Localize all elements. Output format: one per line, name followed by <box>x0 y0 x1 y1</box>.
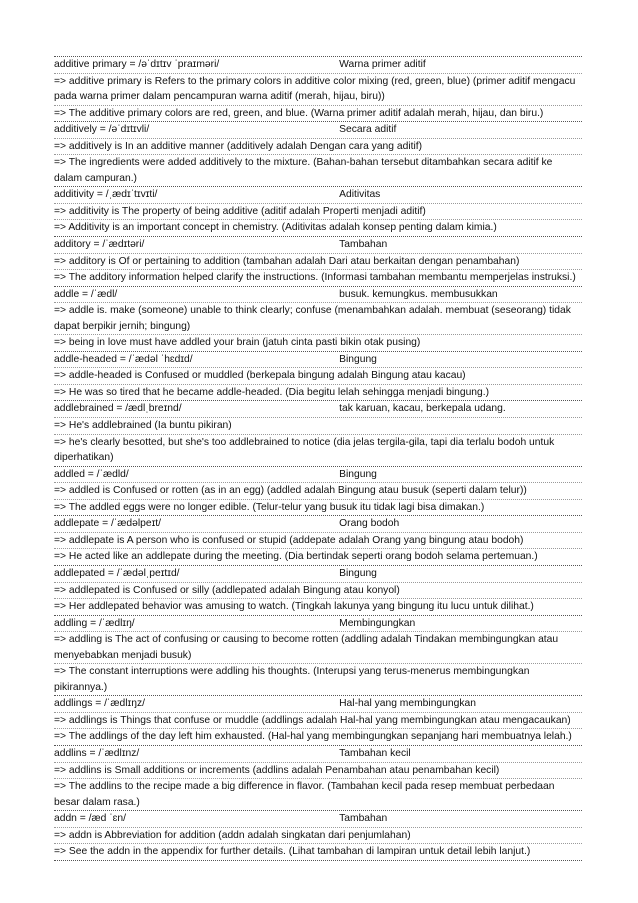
entry-example: => The addled eggs were no longer edible. (Telur-telur yang busuk itu tidak lagi bisa dimakan.) <box>54 499 582 516</box>
entry-term: addle = /ˈædl/ <box>54 288 118 300</box>
entry-term: addled = /ˈædld/ <box>54 468 129 480</box>
entry-translation: Secara aditif <box>339 124 397 136</box>
entry-definition: => addle is. make (someone) unable to think clearly; confuse (menambahkan adalah. membuat (seseorang) tidak dapat berpikir jernih; bingung) <box>54 302 582 334</box>
dictionary-sheet <box>54 56 582 861</box>
entry-example: => Additivity is an important concept in chemistry. (Aditivitas adalah konsep penting dalam kimia.) <box>54 219 582 236</box>
entry-example: => he's clearly besotted, but she's too addlebrained to notice (dia jelas tergila-gila, tapi dia terlalu bodoh untuk diperhatikan) <box>54 434 582 466</box>
entry-definition: => additivity is The property of being additive (aditif adalah Properti menjadi aditif) <box>54 203 582 220</box>
entry-header <box>54 696 582 712</box>
entry-header <box>54 122 582 138</box>
entry-definition: => addlepate is A person who is confused or stupid (addepate adalah Orang yang bingung atau bodoh) <box>54 532 582 549</box>
entry-term: addlepated = /ˈædəlˌpeɪtɪd/ <box>54 567 180 579</box>
entry-example: => The additive primary colors are red, green, and blue. (Warna primer aditif adalah merah, hijau, dan biru.) <box>54 105 582 122</box>
entry-translation: Bingung <box>339 567 377 579</box>
entry-definition: => addlepated is Confused or silly (addlepated adalah Bingung atau konyol) <box>54 582 582 599</box>
dictionary-entry <box>54 615 582 696</box>
dictionary-entry <box>54 695 582 745</box>
entry-header <box>54 352 582 368</box>
entry-translation: Warna primer aditif <box>339 59 426 70</box>
entry-header <box>54 187 582 203</box>
entry-term: additory = /ˈædɪtəri/ <box>54 239 145 251</box>
entry-translation: Bingung <box>339 468 377 480</box>
dictionary-entry <box>54 466 582 516</box>
entry-translation: Tambahan kecil <box>339 747 411 759</box>
entry-example: => The addlins to the recipe made a big difference in flavor. (Tambahan kecil pada resep membuat perbedaan besar dalam rasa.) <box>54 778 582 810</box>
entry-term: addlepate = /ˈædəlpeɪt/ <box>54 518 161 530</box>
dictionary-entry <box>54 236 582 286</box>
entry-translation: Bingung <box>339 353 377 365</box>
entry-term: additive primary = /əˈdɪtɪv ˈpraɪməri/ <box>54 59 220 70</box>
dictionary-entry <box>54 186 582 236</box>
entry-term: addling = /ˈædlɪŋ/ <box>54 617 135 629</box>
entry-translation: Tambahan <box>339 813 388 825</box>
entry-definition: => additive primary is Refers to the primary colors in additive color mixing (red, green, blue) (primer aditif mengacu pada warna primer dalam pencampuran warna aditif (merah, hijau, biru)) <box>54 73 582 105</box>
entry-example: => The addlings of the day left him exhausted. (Hal-hal yang membingungkan sepanjang hari membuatnya lelah.) <box>54 728 582 745</box>
entry-definition: => addlins is Small additions or increments (addlins adalah Penambahan atau penambahan kecil) <box>54 762 582 779</box>
entry-translation: Hal-hal yang membingungkan <box>339 698 476 710</box>
entry-example: => See the addn in the appendix for further details. (Lihat tambahan di lampiran untuk detail lebih lanjut.) <box>54 843 582 860</box>
entry-translation: Membingungkan <box>339 617 416 629</box>
entry-header <box>54 516 582 532</box>
entry-term: addle-headed = /ˈædəl ˈhɛdɪd/ <box>54 353 193 365</box>
dictionary-entry <box>54 56 582 121</box>
dictionary-entry <box>54 565 582 615</box>
dictionary-entry <box>54 400 582 465</box>
entry-header <box>54 401 582 417</box>
entry-header <box>54 237 582 253</box>
entry-example: => The constant interruptions were addling his thoughts. (Interupsi yang terus-menerus membingungkan pikirannya.) <box>54 663 582 695</box>
entry-translation: Tambahan <box>339 239 388 251</box>
entry-header <box>54 566 582 582</box>
entry-term: addlins = /ˈædlɪnz/ <box>54 747 140 759</box>
entry-definition: => additory is Of or pertaining to addition (tambahan adalah Dari atau berkaitan dengan penambahan) <box>54 253 582 270</box>
entry-definition: => additively is In an additive manner (additively adalah Dengan cara yang aditif) <box>54 138 582 155</box>
entry-definition: => addle-headed is Confused or muddled (berkepala bingung adalah Bingung atau kacau) <box>54 367 582 384</box>
entry-example: => He acted like an addlepate during the meeting. (Dia bertindak seperti orang bodoh selama pertemuan.) <box>54 548 582 565</box>
entry-translation: tak karuan, kacau, berkepala udang. <box>339 403 506 415</box>
entry-definition: => addlings is Things that confuse or muddle (addlings adalah Hal-hal yang membingungkan atau mengacaukan) <box>54 712 582 729</box>
entry-example: => Her addlepated behavior was amusing to watch. (Tingkah lakunya yang bingung itu lucu untuk dilihat.) <box>54 598 582 615</box>
entry-definition: => addling is The act of confusing or causing to become rotten (addling adalah Tindakan membingungkan atau menyebabkan menjadi busuk) <box>54 631 582 663</box>
entry-example: => The ingredients were added additively to the mixture. (Bahan-bahan tersebut ditambahkan secara aditif ke dalam campuran.) <box>54 154 582 186</box>
entry-header <box>54 287 582 303</box>
dictionary-entry <box>54 515 582 565</box>
entry-translation: Aditivitas <box>339 189 381 201</box>
entry-term: addlings = /ˈædlɪŋz/ <box>54 698 145 710</box>
entry-term: additivity = /ˌædɪˈtɪvɪti/ <box>54 189 158 201</box>
entry-term: addlebrained = /ædlˌbreɪnd/ <box>54 403 182 415</box>
entry-translation: Orang bodoh <box>339 518 400 530</box>
entry-header <box>54 57 582 73</box>
dictionary-entry <box>54 810 582 861</box>
entry-example: => He was so tired that he became addle-headed. (Dia begitu lelah sehingga menjadi bingung.) <box>54 384 582 401</box>
entry-definition: => addn is Abbreviation for addition (addn adalah singkatan dari penjumlahan) <box>54 827 582 844</box>
entry-header <box>54 811 582 827</box>
entry-translation: busuk. kemungkus. membusukkan <box>339 288 498 300</box>
dictionary-entry <box>54 286 582 351</box>
dictionary-entry <box>54 121 582 186</box>
entry-term: addn = /æd ˈɛn/ <box>54 813 126 825</box>
entry-example: => being in love must have addled your brain (jatuh cinta pasti bikin otak pusing) <box>54 334 582 351</box>
entry-example: => The additory information helped clarify the instructions. (Informasi tambahan membantu memperjelas instruksi.) <box>54 269 582 286</box>
entry-header <box>54 616 582 632</box>
entry-definition: => He's addlebrained (Ia buntu pikiran) <box>54 417 582 434</box>
dictionary-entry <box>54 351 582 401</box>
entry-header <box>54 746 582 762</box>
entry-term: additively = /əˈdɪtɪvli/ <box>54 124 150 136</box>
dictionary-entry <box>54 745 582 810</box>
entry-definition: => addled is Confused or rotten (as in an egg) (addled adalah Bingung atau busuk (seperti dalam telur)) <box>54 482 582 499</box>
entry-header <box>54 467 582 483</box>
